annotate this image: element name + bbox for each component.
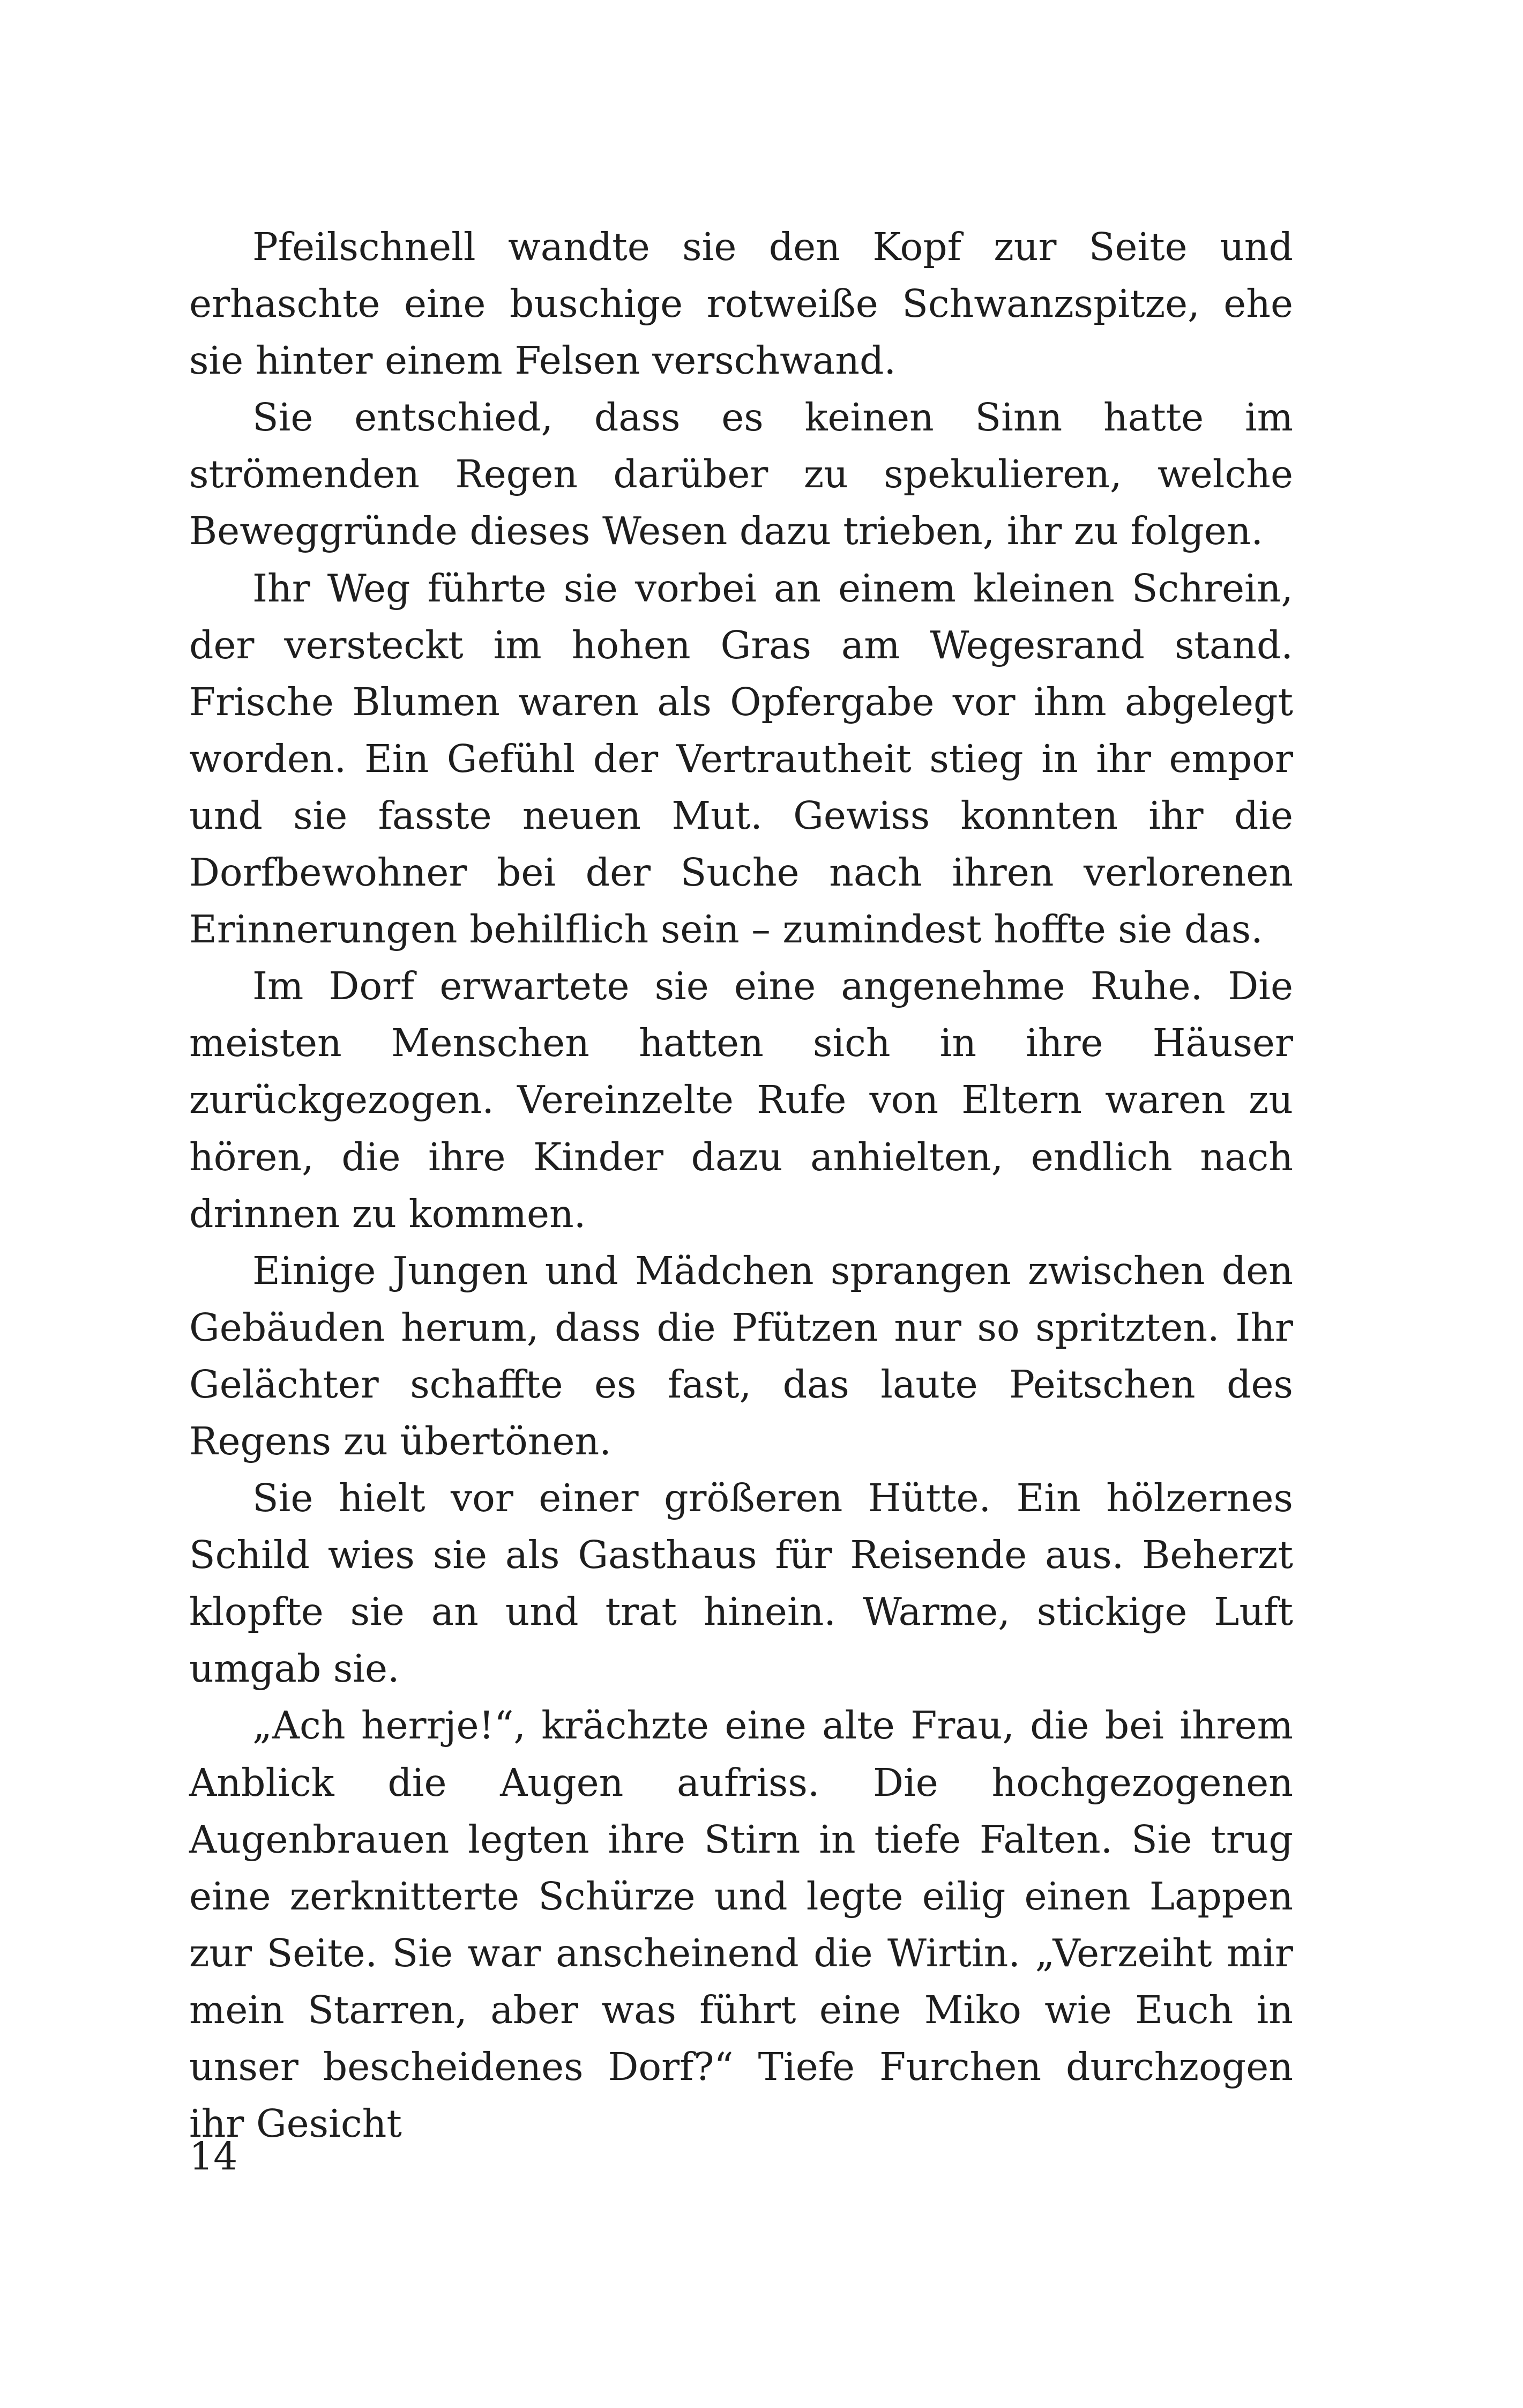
body-text: [189, 219, 1293, 2152]
paragraph: „Ach herrje!“, krächzte eine alte Frau, die bei ihrem Anblick die Augen aufriss. Die hochgezogenen Augenbrauen legten ihre Stirn in tiefe Falten. Sie trug eine zerknitterte Schürze und legte eilig einen Lappen zur Seite. Sie war anscheinend die Wirtin. „Verzeiht mir mein Starren, aber was führt eine Miko wie Euch in unser bescheidenes Dorf?“ Tiefe Furchen durchzogen ihr Gesicht: [189, 1703, 1293, 2146]
page-number: 14: [189, 2134, 238, 2179]
paragraph: Pfeilschnell wandte sie den Kopf zur Seite und erhaschte eine buschige rotweiße Schwanzspitze, ehe sie hinter einem Felsen verschwand.: [189, 225, 1293, 383]
paragraph: Sie hielt vor einer größeren Hütte. Ein hölzernes Schild wies sie als Gasthaus für Reisende aus. Beherzt klopfte sie an und trat hinein. Warme, stickige Luft umgab sie.: [189, 1476, 1293, 1691]
paragraph: Ihr Weg führte sie vorbei an einem kleinen Schrein, der versteckt im hohen Gras am Wegesrand stand. Frische Blumen waren als Opfergabe vor ihm abgelegt worden. Ein Gefühl der Vertrautheit stieg in ihr empor und sie fasste neuen Mut. Gewiss konnten ihr die Dorfbewohner bei der Suche nach ihren verlorenen Erinnerungen behilflich sein – zumindest hoffte sie das.: [189, 566, 1293, 952]
paragraph: Einige Jungen und Mädchen sprangen zwischen den Gebäuden herum, dass die Pfützen nur so spritzten. Ihr Gelächter schaffte es fast, das laute Peitschen des Regens zu übertönen.: [189, 1248, 1293, 1463]
paragraph: Sie entschied, dass es keinen Sinn hatte im strömenden Regen darüber zu spekulieren, welche Beweggründe dieses Wesen dazu trieben, ihr zu folgen.: [189, 395, 1293, 554]
paragraph: Im Dorf erwartete sie eine angenehme Ruhe. Die meisten Menschen hatten sich in ihre Häuser zurückgezogen. Vereinzelte Rufe von Eltern waren zu hören, die ihre Kinder dazu anhielten, endlich nach drinnen zu kommen.: [189, 964, 1293, 1236]
